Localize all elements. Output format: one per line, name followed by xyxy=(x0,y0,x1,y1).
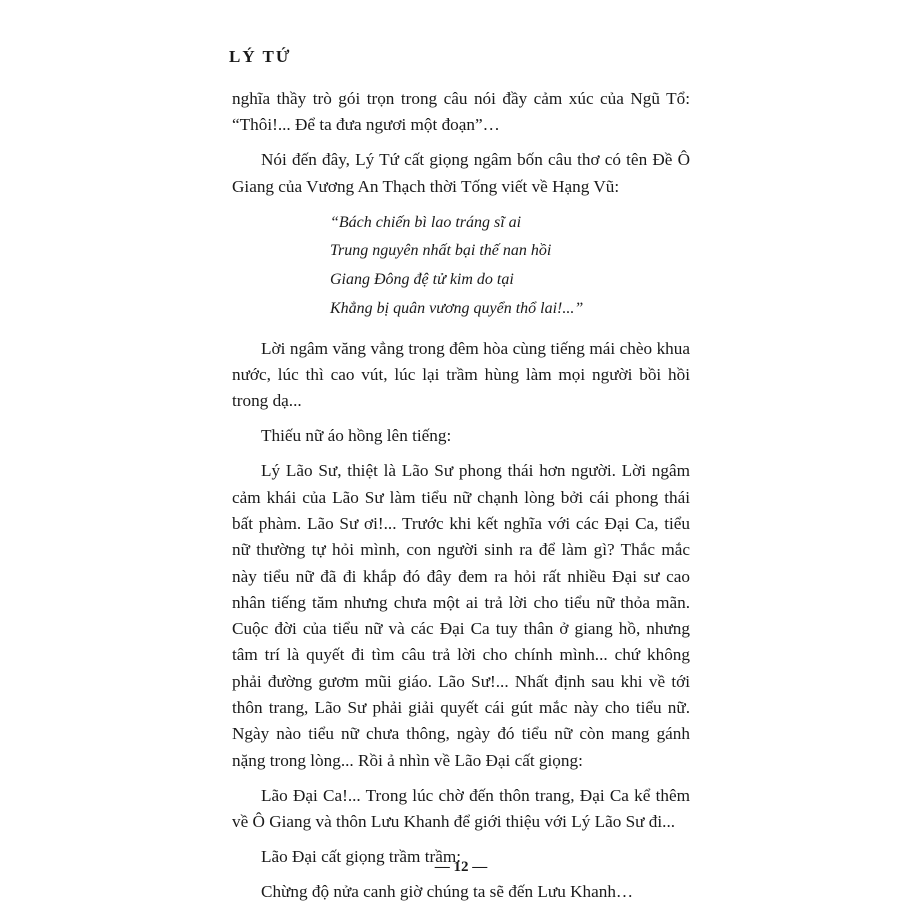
poem-line-1: “Bách chiến bì lao tráng sĩ ai xyxy=(330,213,522,231)
poem-block xyxy=(232,209,690,324)
paragraph-girl-speaks: Thiếu nữ áo hồng lên tiếng: xyxy=(261,426,452,446)
poem-line-3: Giang Đông đệ tử kim do tại xyxy=(330,271,514,289)
body-text xyxy=(232,86,690,914)
poem-line-2: Trung nguyên nhất bại thế nan hồi xyxy=(330,242,552,260)
paragraph-recitation: Lời ngâm văng vẳng trong đêm hòa cùng tiếng mái chèo khua nước, lúc thì cao vút, lúc lại trầm hùng làm mọi người bồi hồi trong dạ... xyxy=(232,338,690,411)
paragraph-poem-intro: Nói đến đây, Lý Tứ cất giọng ngâm bốn câu thơ có tên Đề Ô Giang của Vương An Thạch thời Tống viết về Hạng Vũ: xyxy=(232,150,690,196)
poem-line-4: Khẳng bị quân vương quyển thổ lai!...” xyxy=(330,299,584,317)
paragraph-girl-speech: Lý Lão Sư, thiệt là Lão Sư phong thái hơn người. Lời ngâm cảm khái của Lão Sư làm tiểu nữ chạnh lòng bởi cái phong thái bất phàm. Lão Sư ơi!... Trước khi kết nghĩa với các Đại Ca, tiểu nữ thường tự hỏi mình, con người sinh ra để làm gì? Thắc mắc này tiểu nữ đã đi khắp đó đây đem ra hỏi rất nhiều Đại sư cao nhân tiếng tăm nhưng chưa một ai trả lời cho tiểu nữ thỏa mãn. Cuộc đời của tiểu nữ và các Đại Ca tuy thân ở giang hồ, nhưng tâm trí là quyết đi tìm câu trả lời cho chính mình... chứ không phải đường gươm mũi giáo. Lão Sư!... Nhất định sau khi về tới thôn trang, Lão Sư phải giải quyết cái gút mắc này cho tiểu nữ. Ngày nào tiểu nữ chưa thông, ngày đó tiểu nữ còn mang gánh nặng trong lòng... Rồi ả nhìn về Lão Đại cất giọng: xyxy=(232,461,690,770)
running-header: LÝ TỨ xyxy=(229,47,292,66)
paragraph-continuation: nghĩa thầy trò gói trọn trong câu nói đầy cảm xúc của Ngũ Tổ: “Thôi!... Để ta đưa ngươi một đoạn”… xyxy=(232,89,690,135)
paragraph-elder-speaks: Lão Đại cất giọng trầm trầm: xyxy=(261,846,461,866)
page-number: — 12 — xyxy=(434,859,488,875)
paragraph-request-elder: Lão Đại Ca!... Trong lúc chờ đến thôn trang, Đại Ca kể thêm về Ô Giang và thôn Lưu Khanh để giới thiệu với Lý Lão Sư đi... xyxy=(232,785,690,831)
paragraph-elder-speech: Chừng độ nửa canh giờ chúng ta sẽ đến Lưu Khanh… xyxy=(261,881,634,901)
